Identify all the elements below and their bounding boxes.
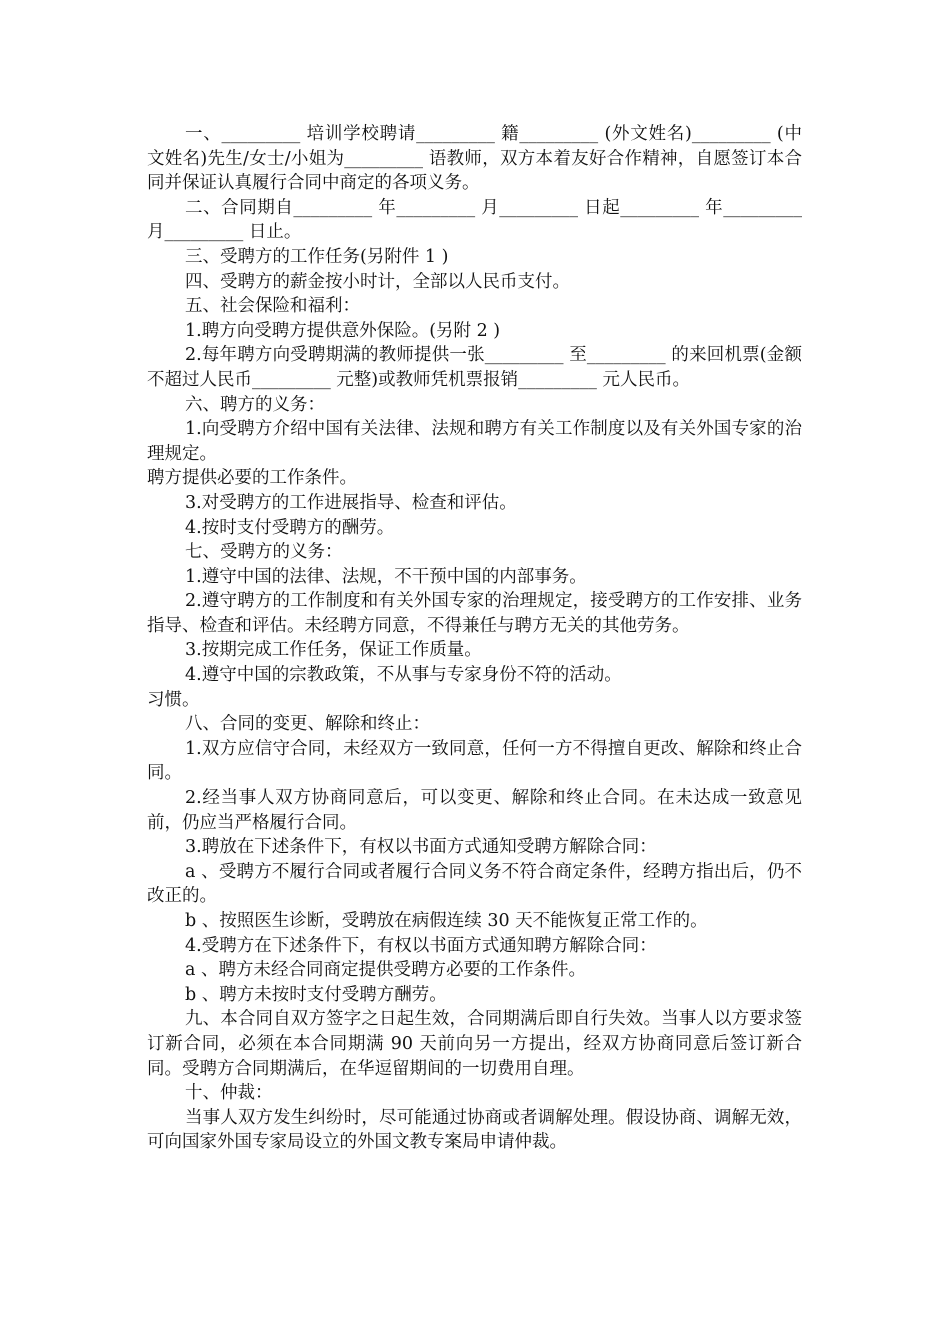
clause-8-item-3: 3.聘放在下述条件下，有权以书面方式通知受聘方解除合同：: [185, 837, 657, 858]
contract-body: [147, 122, 802, 1155]
clause-5-item-2: 2.每年聘方向受聘期满的教师提供一张_________ 至_________ 的来回机票(金额不超过人民币_________ 元整)或教师凭机票报销_________ 元人民币。: [147, 345, 802, 390]
clause-10-heading: 十、仲裁：: [185, 1083, 273, 1104]
clause-5-item-1: 1.聘方向受聘方提供意外保险。(另附 2 ): [185, 320, 501, 341]
clause-8-item-1: 1.双方应信守合同，未经双方一致同意，任何一方不得擅自更改、解除和终止合同。: [147, 738, 802, 784]
clause-7-item-3: 3.按期完成工作任务，保证工作质量。: [185, 640, 482, 661]
clause-5-heading: 五、社会保险和福利：: [185, 296, 360, 317]
clause-8-heading: 八、合同的变更、解除和终止：: [185, 714, 430, 735]
clause-6-item-1: 1.向受聘方介绍中国有关法律、法规和聘方有关工作制度以及有关外国专家的治理规定。: [147, 419, 802, 464]
clause-4-salary: 四、受聘方的薪金按小时计，全部以人民币支付。: [185, 271, 570, 292]
clause-3-tasks: 三、受聘方的工作任务(另附件 1 ): [185, 246, 449, 267]
clause-1-parties: 一、_________ 培训学校聘请_________ 籍_________ (外文姓名)_________ (中文姓名)先生/女士/小姐为_________ 语教师，双方本着友好合作精神，自愿签订本合同并保证认真履行合同中商定的各项义务。: [147, 124, 802, 194]
clause-7-heading: 七、受聘方的义务：: [185, 542, 343, 563]
clause-9-validity: 九、本合同自双方签字之日起生效，合同期满后即自行失效。当事人以方要求签订新合同，必须在本合同期满 90 天前向另一方提出，经双方协商同意后签订新合同。受聘方合同期满后，在华逗留期间的一切费用自理。: [147, 1009, 802, 1079]
clause-6-item-4: 4.按时支付受聘方的酬劳。: [185, 517, 395, 538]
clause-7-item-4: 4.遵守中国的宗教政策，不从事与专家身份不符的活动。: [185, 665, 622, 686]
clause-8-item-2: 2.经当事人双方协商同意后，可以变更、解除和终止合同。在未达成一致意见前，仍应当严格履行合同。: [147, 788, 802, 833]
clause-6-item-3: 3.对受聘方的工作进展指导、检查和评估。: [185, 492, 517, 513]
clause-7-item-1: 1.遵守中国的法律、法规，不干预中国的内部事务。: [185, 566, 587, 587]
clause-8-item-3b: b 、按照医生诊断，受聘放在病假连续 30 天不能恢复正常工作的。: [185, 911, 708, 931]
clause-8-item-4: 4.受聘方在下述条件下，有权以书面方式通知聘方解除合同：: [185, 935, 657, 956]
clause-8-item-4b: b 、聘方未按时支付受聘方酬劳。: [185, 984, 447, 1005]
clause-6-heading: 六、聘方的义务：: [185, 394, 325, 415]
clause-6-item-2: 聘方提供必要的工作条件。: [147, 468, 357, 489]
clause-2-term: 二、合同期自_________ 年_________ 月_________ 日起_________ 年_________ 月_________ 日止。: [147, 197, 802, 243]
clause-7-item-2: 2.遵守聘方的工作制度和有关外国专家的治理规定，接受聘方的工作安排、业务指导、检查和评估。未经聘方同意，不得兼任与聘方无关的其他劳务。: [147, 591, 802, 636]
clause-10-arbitration: 当事人双方发生纠纷时，尽可能通过协商或者调解处理。假设协商、调解无效，可向国家外国专家局设立的外国文教专案局申请仲裁。: [147, 1107, 802, 1153]
clause-7-fragment: 习惯。: [147, 689, 200, 710]
clause-8-item-3a: a 、受聘方不履行合同或者履行合同义务不符合商定条件，经聘方指出后，仍不改正的。: [147, 861, 802, 907]
clause-8-item-4a: a 、聘方未经合同商定提供受聘方必要的工作条件。: [185, 960, 586, 981]
